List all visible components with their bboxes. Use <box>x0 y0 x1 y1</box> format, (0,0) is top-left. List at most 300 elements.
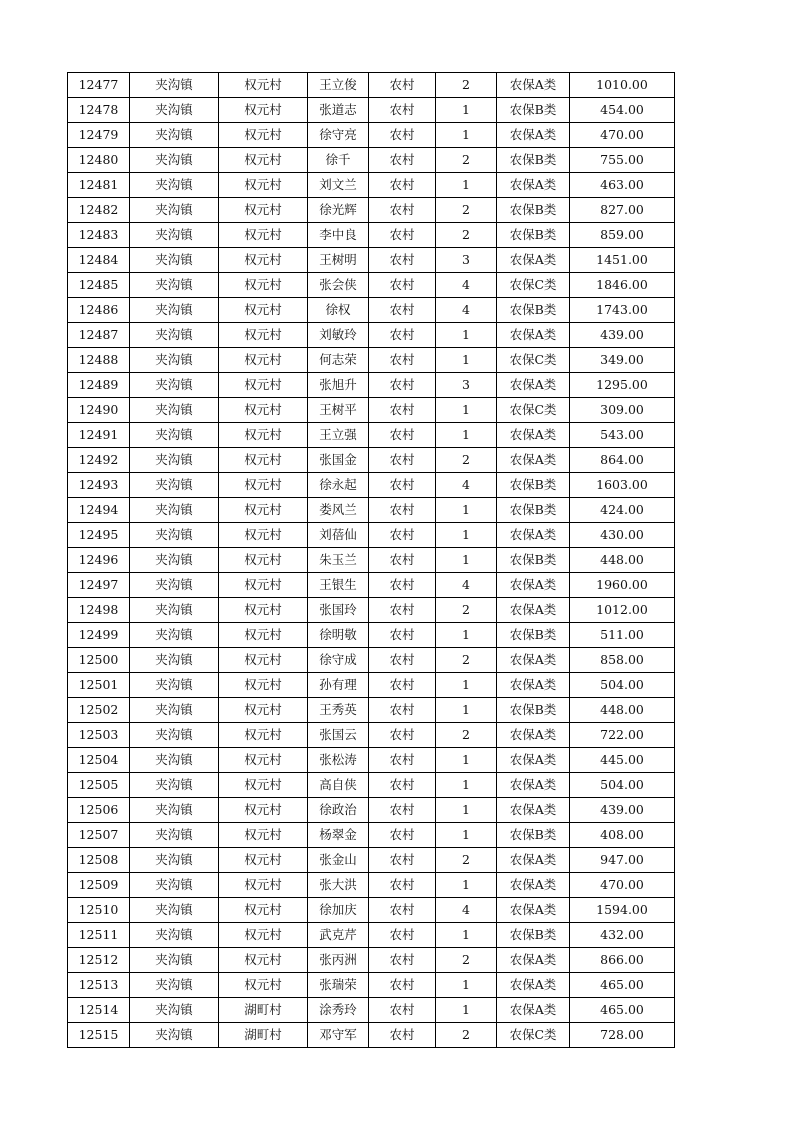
cell-town: 夹沟镇 <box>130 73 219 98</box>
cell-insurance-category: 农保C类 <box>497 398 570 423</box>
cell-household-type: 农村 <box>369 548 436 573</box>
table-row <box>68 223 675 248</box>
cell-insurance-category: 农保A类 <box>497 123 570 148</box>
cell-village: 权元村 <box>219 823 308 848</box>
cell-town: 夹沟镇 <box>130 648 219 673</box>
table-row <box>68 723 675 748</box>
cell-household-type: 农村 <box>369 948 436 973</box>
cell-household-type: 农村 <box>369 423 436 448</box>
cell-household-type: 农村 <box>369 148 436 173</box>
cell-person-name: 徐千 <box>308 148 369 173</box>
cell-village: 权元村 <box>219 723 308 748</box>
cell-town: 夹沟镇 <box>130 123 219 148</box>
cell-record-id: 12505 <box>68 773 130 798</box>
cell-amount: 465.00 <box>570 973 675 998</box>
cell-household-type: 农村 <box>369 998 436 1023</box>
cell-amount: 543.00 <box>570 423 675 448</box>
cell-village: 权元村 <box>219 598 308 623</box>
cell-amount: 448.00 <box>570 698 675 723</box>
cell-household-type: 农村 <box>369 348 436 373</box>
cell-amount: 504.00 <box>570 673 675 698</box>
cell-record-id: 12512 <box>68 948 130 973</box>
cell-amount: 1743.00 <box>570 298 675 323</box>
cell-household-type: 农村 <box>369 648 436 673</box>
table-row <box>68 423 675 448</box>
cell-household-type: 农村 <box>369 723 436 748</box>
cell-village: 权元村 <box>219 348 308 373</box>
cell-person-name: 徐权 <box>308 298 369 323</box>
cell-household-type: 农村 <box>369 898 436 923</box>
cell-household-type: 农村 <box>369 523 436 548</box>
table-row <box>68 598 675 623</box>
cell-town: 夹沟镇 <box>130 298 219 323</box>
cell-village: 权元村 <box>219 973 308 998</box>
table-row <box>68 898 675 923</box>
cell-person-name: 王秀英 <box>308 698 369 723</box>
cell-insurance-category: 农保A类 <box>497 873 570 898</box>
table-row <box>68 173 675 198</box>
cell-member-count: 1 <box>436 323 497 348</box>
cell-village: 权元村 <box>219 898 308 923</box>
table-row <box>68 473 675 498</box>
cell-town: 夹沟镇 <box>130 273 219 298</box>
cell-person-name: 张松涛 <box>308 748 369 773</box>
cell-amount: 470.00 <box>570 123 675 148</box>
table-row <box>68 498 675 523</box>
cell-member-count: 1 <box>436 823 497 848</box>
table-row <box>68 398 675 423</box>
cell-person-name: 张会侠 <box>308 273 369 298</box>
cell-record-id: 12496 <box>68 548 130 573</box>
cell-village: 权元村 <box>219 748 308 773</box>
cell-insurance-category: 农保A类 <box>497 898 570 923</box>
cell-household-type: 农村 <box>369 1023 436 1048</box>
table-row <box>68 673 675 698</box>
cell-amount: 432.00 <box>570 923 675 948</box>
cell-village: 权元村 <box>219 373 308 398</box>
cell-household-type: 农村 <box>369 748 436 773</box>
cell-town: 夹沟镇 <box>130 173 219 198</box>
table-row <box>68 923 675 948</box>
cell-village: 权元村 <box>219 323 308 348</box>
cell-amount: 1010.00 <box>570 73 675 98</box>
cell-insurance-category: 农保B类 <box>497 498 570 523</box>
cell-record-id: 12482 <box>68 198 130 223</box>
cell-village: 权元村 <box>219 698 308 723</box>
cell-amount: 947.00 <box>570 848 675 873</box>
cell-village: 权元村 <box>219 423 308 448</box>
cell-person-name: 娄风兰 <box>308 498 369 523</box>
cell-village: 权元村 <box>219 923 308 948</box>
cell-amount: 827.00 <box>570 198 675 223</box>
table-row <box>68 648 675 673</box>
cell-member-count: 4 <box>436 898 497 923</box>
cell-insurance-category: 农保A类 <box>497 948 570 973</box>
cell-village: 权元村 <box>219 548 308 573</box>
cell-amount: 755.00 <box>570 148 675 173</box>
table-row <box>68 773 675 798</box>
cell-record-id: 12481 <box>68 173 130 198</box>
cell-insurance-category: 农保C类 <box>497 273 570 298</box>
cell-insurance-category: 农保A类 <box>497 423 570 448</box>
cell-town: 夹沟镇 <box>130 523 219 548</box>
cell-amount: 463.00 <box>570 173 675 198</box>
cell-record-id: 12484 <box>68 248 130 273</box>
cell-record-id: 12486 <box>68 298 130 323</box>
cell-town: 夹沟镇 <box>130 323 219 348</box>
cell-record-id: 12504 <box>68 748 130 773</box>
cell-member-count: 2 <box>436 148 497 173</box>
cell-record-id: 12509 <box>68 873 130 898</box>
cell-record-id: 12494 <box>68 498 130 523</box>
cell-town: 夹沟镇 <box>130 223 219 248</box>
table-row <box>68 348 675 373</box>
cell-village: 权元村 <box>219 848 308 873</box>
cell-insurance-category: 农保A类 <box>497 73 570 98</box>
cell-record-id: 12492 <box>68 448 130 473</box>
cell-member-count: 2 <box>436 73 497 98</box>
cell-household-type: 农村 <box>369 973 436 998</box>
cell-town: 夹沟镇 <box>130 698 219 723</box>
cell-town: 夹沟镇 <box>130 573 219 598</box>
cell-member-count: 2 <box>436 1023 497 1048</box>
cell-insurance-category: 农保A类 <box>497 573 570 598</box>
cell-record-id: 12508 <box>68 848 130 873</box>
cell-insurance-category: 农保A类 <box>497 248 570 273</box>
cell-household-type: 农村 <box>369 823 436 848</box>
cell-household-type: 农村 <box>369 248 436 273</box>
cell-record-id: 12490 <box>68 398 130 423</box>
table-row <box>68 298 675 323</box>
cell-household-type: 农村 <box>369 73 436 98</box>
cell-record-id: 12502 <box>68 698 130 723</box>
cell-village: 权元村 <box>219 73 308 98</box>
cell-member-count: 2 <box>436 198 497 223</box>
cell-household-type: 农村 <box>369 598 436 623</box>
cell-household-type: 农村 <box>369 623 436 648</box>
cell-amount: 1295.00 <box>570 373 675 398</box>
cell-person-name: 孙有理 <box>308 673 369 698</box>
cell-member-count: 4 <box>436 298 497 323</box>
cell-record-id: 12493 <box>68 473 130 498</box>
cell-member-count: 2 <box>436 848 497 873</box>
cell-insurance-category: 农保B类 <box>497 98 570 123</box>
cell-amount: 430.00 <box>570 523 675 548</box>
cell-person-name: 徐加庆 <box>308 898 369 923</box>
cell-record-id: 12514 <box>68 998 130 1023</box>
cell-household-type: 农村 <box>369 473 436 498</box>
cell-member-count: 4 <box>436 273 497 298</box>
cell-insurance-category: 农保A类 <box>497 798 570 823</box>
cell-household-type: 农村 <box>369 373 436 398</box>
cell-town: 夹沟镇 <box>130 423 219 448</box>
cell-amount: 470.00 <box>570 873 675 898</box>
cell-record-id: 12510 <box>68 898 130 923</box>
subsidy-table <box>67 72 675 1048</box>
cell-amount: 448.00 <box>570 548 675 573</box>
cell-town: 夹沟镇 <box>130 773 219 798</box>
cell-record-id: 12499 <box>68 623 130 648</box>
cell-amount: 424.00 <box>570 498 675 523</box>
cell-town: 夹沟镇 <box>130 848 219 873</box>
cell-member-count: 1 <box>436 798 497 823</box>
cell-amount: 859.00 <box>570 223 675 248</box>
table-row <box>68 148 675 173</box>
cell-household-type: 农村 <box>369 273 436 298</box>
table-row <box>68 848 675 873</box>
cell-household-type: 农村 <box>369 498 436 523</box>
table-row <box>68 373 675 398</box>
cell-member-count: 2 <box>436 223 497 248</box>
cell-amount: 1451.00 <box>570 248 675 273</box>
cell-insurance-category: 农保B类 <box>497 298 570 323</box>
cell-record-id: 12513 <box>68 973 130 998</box>
cell-town: 夹沟镇 <box>130 873 219 898</box>
cell-village: 湖町村 <box>219 998 308 1023</box>
cell-member-count: 1 <box>436 173 497 198</box>
table-row <box>68 998 675 1023</box>
cell-village: 权元村 <box>219 773 308 798</box>
cell-record-id: 12479 <box>68 123 130 148</box>
cell-record-id: 12488 <box>68 348 130 373</box>
cell-amount: 439.00 <box>570 323 675 348</box>
cell-insurance-category: 农保A类 <box>497 373 570 398</box>
cell-amount: 1960.00 <box>570 573 675 598</box>
cell-town: 夹沟镇 <box>130 823 219 848</box>
cell-member-count: 1 <box>436 423 497 448</box>
cell-person-name: 王立俊 <box>308 73 369 98</box>
cell-member-count: 1 <box>436 673 497 698</box>
cell-person-name: 徐守成 <box>308 648 369 673</box>
cell-record-id: 12506 <box>68 798 130 823</box>
cell-member-count: 1 <box>436 498 497 523</box>
cell-record-id: 12495 <box>68 523 130 548</box>
table-row <box>68 548 675 573</box>
cell-village: 权元村 <box>219 248 308 273</box>
cell-household-type: 农村 <box>369 323 436 348</box>
cell-village: 权元村 <box>219 948 308 973</box>
cell-village: 权元村 <box>219 873 308 898</box>
table-row <box>68 123 675 148</box>
cell-amount: 1012.00 <box>570 598 675 623</box>
cell-member-count: 2 <box>436 948 497 973</box>
cell-town: 夹沟镇 <box>130 448 219 473</box>
cell-insurance-category: 农保A类 <box>497 648 570 673</box>
cell-insurance-category: 农保A类 <box>497 848 570 873</box>
cell-town: 夹沟镇 <box>130 98 219 123</box>
cell-town: 夹沟镇 <box>130 598 219 623</box>
table-row <box>68 98 675 123</box>
cell-household-type: 农村 <box>369 873 436 898</box>
cell-insurance-category: 农保A类 <box>497 723 570 748</box>
cell-member-count: 1 <box>436 973 497 998</box>
cell-village: 湖町村 <box>219 1023 308 1048</box>
cell-insurance-category: 农保B类 <box>497 223 570 248</box>
cell-amount: 349.00 <box>570 348 675 373</box>
cell-household-type: 农村 <box>369 98 436 123</box>
cell-person-name: 徐守亮 <box>308 123 369 148</box>
cell-insurance-category: 农保A类 <box>497 598 570 623</box>
cell-town: 夹沟镇 <box>130 248 219 273</box>
cell-town: 夹沟镇 <box>130 973 219 998</box>
cell-town: 夹沟镇 <box>130 923 219 948</box>
cell-person-name: 张国玲 <box>308 598 369 623</box>
cell-member-count: 2 <box>436 723 497 748</box>
cell-household-type: 农村 <box>369 698 436 723</box>
cell-person-name: 王银生 <box>308 573 369 598</box>
cell-record-id: 12503 <box>68 723 130 748</box>
cell-insurance-category: 农保B类 <box>497 823 570 848</box>
cell-amount: 439.00 <box>570 798 675 823</box>
cell-town: 夹沟镇 <box>130 1023 219 1048</box>
cell-record-id: 12501 <box>68 673 130 698</box>
cell-town: 夹沟镇 <box>130 898 219 923</box>
cell-village: 权元村 <box>219 648 308 673</box>
cell-village: 权元村 <box>219 273 308 298</box>
cell-village: 权元村 <box>219 573 308 598</box>
cell-village: 权元村 <box>219 123 308 148</box>
cell-village: 权元村 <box>219 223 308 248</box>
cell-town: 夹沟镇 <box>130 498 219 523</box>
cell-insurance-category: 农保A类 <box>497 523 570 548</box>
cell-member-count: 1 <box>436 623 497 648</box>
table-row <box>68 323 675 348</box>
cell-record-id: 12480 <box>68 148 130 173</box>
cell-village: 权元村 <box>219 398 308 423</box>
cell-record-id: 12507 <box>68 823 130 848</box>
cell-member-count: 1 <box>436 773 497 798</box>
cell-record-id: 12485 <box>68 273 130 298</box>
cell-insurance-category: 农保A类 <box>497 323 570 348</box>
cell-record-id: 12500 <box>68 648 130 673</box>
cell-record-id: 12487 <box>68 323 130 348</box>
cell-insurance-category: 农保A类 <box>497 748 570 773</box>
cell-town: 夹沟镇 <box>130 998 219 1023</box>
cell-person-name: 张旭升 <box>308 373 369 398</box>
cell-insurance-category: 农保A类 <box>497 973 570 998</box>
cell-record-id: 12478 <box>68 98 130 123</box>
table-row <box>68 448 675 473</box>
cell-person-name: 涂秀玲 <box>308 998 369 1023</box>
table-row <box>68 948 675 973</box>
cell-amount: 1846.00 <box>570 273 675 298</box>
cell-household-type: 农村 <box>369 798 436 823</box>
cell-person-name: 刘蓓仙 <box>308 523 369 548</box>
cell-household-type: 农村 <box>369 923 436 948</box>
cell-person-name: 张道志 <box>308 98 369 123</box>
cell-amount: 728.00 <box>570 1023 675 1048</box>
cell-insurance-category: 农保A类 <box>497 448 570 473</box>
cell-amount: 309.00 <box>570 398 675 423</box>
cell-person-name: 徐永起 <box>308 473 369 498</box>
cell-insurance-category: 农保A类 <box>497 998 570 1023</box>
cell-household-type: 农村 <box>369 223 436 248</box>
table-row <box>68 748 675 773</box>
cell-member-count: 1 <box>436 348 497 373</box>
cell-member-count: 2 <box>436 448 497 473</box>
cell-person-name: 邓守军 <box>308 1023 369 1048</box>
cell-town: 夹沟镇 <box>130 198 219 223</box>
cell-person-name: 王树明 <box>308 248 369 273</box>
table-row <box>68 623 675 648</box>
cell-record-id: 12497 <box>68 573 130 598</box>
cell-member-count: 1 <box>436 523 497 548</box>
cell-person-name: 刘文兰 <box>308 173 369 198</box>
cell-amount: 511.00 <box>570 623 675 648</box>
cell-village: 权元村 <box>219 173 308 198</box>
cell-town: 夹沟镇 <box>130 148 219 173</box>
cell-village: 权元村 <box>219 198 308 223</box>
cell-record-id: 12483 <box>68 223 130 248</box>
cell-person-name: 王立强 <box>308 423 369 448</box>
cell-person-name: 王树平 <box>308 398 369 423</box>
table-row <box>68 523 675 548</box>
cell-insurance-category: 农保B类 <box>497 548 570 573</box>
cell-town: 夹沟镇 <box>130 623 219 648</box>
cell-insurance-category: 农保C类 <box>497 1023 570 1048</box>
cell-person-name: 张国金 <box>308 448 369 473</box>
cell-amount: 1603.00 <box>570 473 675 498</box>
table-row <box>68 198 675 223</box>
cell-person-name: 杨翠金 <box>308 823 369 848</box>
cell-member-count: 2 <box>436 598 497 623</box>
cell-household-type: 农村 <box>369 448 436 473</box>
cell-household-type: 农村 <box>369 198 436 223</box>
cell-person-name: 武克芹 <box>308 923 369 948</box>
cell-town: 夹沟镇 <box>130 373 219 398</box>
cell-person-name: 张瑞荣 <box>308 973 369 998</box>
cell-town: 夹沟镇 <box>130 473 219 498</box>
cell-member-count: 1 <box>436 923 497 948</box>
cell-village: 权元村 <box>219 148 308 173</box>
cell-town: 夹沟镇 <box>130 748 219 773</box>
cell-record-id: 12511 <box>68 923 130 948</box>
cell-member-count: 4 <box>436 573 497 598</box>
cell-village: 权元村 <box>219 673 308 698</box>
cell-member-count: 1 <box>436 748 497 773</box>
cell-person-name: 何志荣 <box>308 348 369 373</box>
cell-amount: 465.00 <box>570 998 675 1023</box>
cell-town: 夹沟镇 <box>130 723 219 748</box>
cell-record-id: 12498 <box>68 598 130 623</box>
cell-member-count: 2 <box>436 648 497 673</box>
cell-insurance-category: 农保B类 <box>497 623 570 648</box>
table-row <box>68 573 675 598</box>
cell-member-count: 1 <box>436 548 497 573</box>
cell-amount: 1594.00 <box>570 898 675 923</box>
cell-amount: 408.00 <box>570 823 675 848</box>
table-row <box>68 973 675 998</box>
cell-person-name: 张金山 <box>308 848 369 873</box>
cell-village: 权元村 <box>219 473 308 498</box>
cell-insurance-category: 农保B类 <box>497 473 570 498</box>
cell-member-count: 1 <box>436 123 497 148</box>
cell-member-count: 1 <box>436 998 497 1023</box>
cell-insurance-category: 农保B类 <box>497 698 570 723</box>
cell-amount: 864.00 <box>570 448 675 473</box>
cell-record-id: 12477 <box>68 73 130 98</box>
cell-village: 权元村 <box>219 498 308 523</box>
cell-person-name: 朱玉兰 <box>308 548 369 573</box>
table-row <box>68 273 675 298</box>
cell-household-type: 农村 <box>369 573 436 598</box>
cell-town: 夹沟镇 <box>130 398 219 423</box>
cell-insurance-category: 农保A类 <box>497 673 570 698</box>
cell-insurance-category: 农保B类 <box>497 923 570 948</box>
cell-household-type: 农村 <box>369 773 436 798</box>
cell-person-name: 高自侠 <box>308 773 369 798</box>
cell-person-name: 刘敏玲 <box>308 323 369 348</box>
